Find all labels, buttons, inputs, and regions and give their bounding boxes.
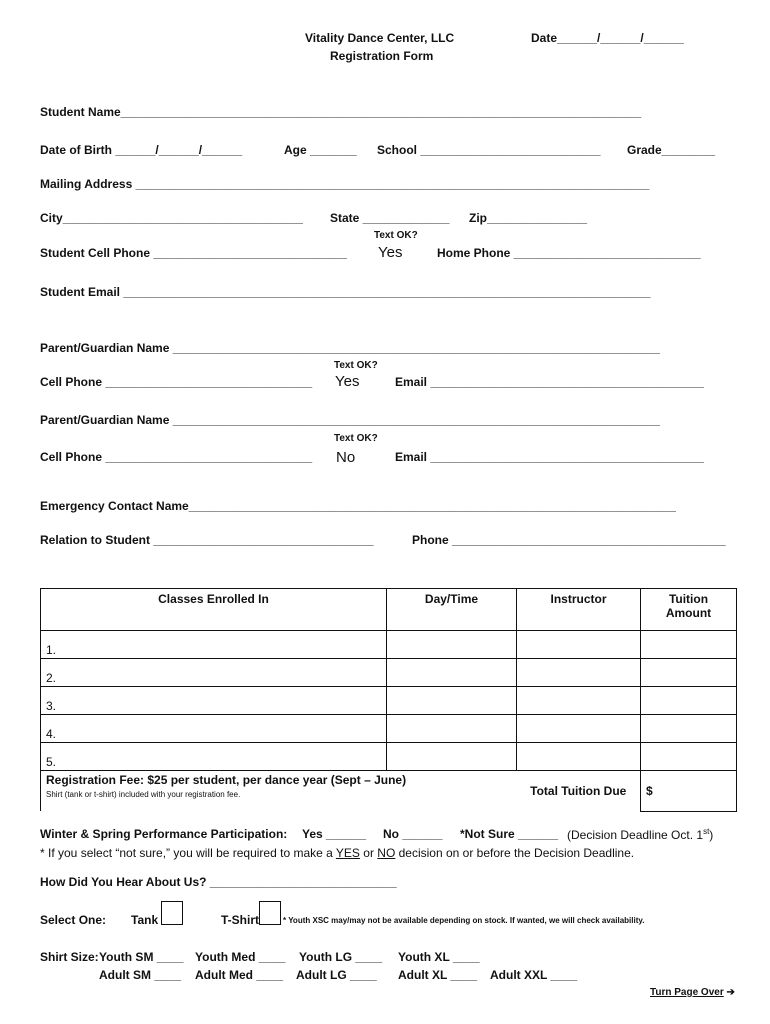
note-or: or	[359, 846, 378, 860]
guardian2-cell-field[interactable]: Cell Phone _______________________________	[40, 450, 313, 464]
shirt-note: Shirt (tank or t-shirt) included with your registration fee.	[46, 790, 241, 799]
deadline-end: )	[709, 828, 714, 842]
zip-field[interactable]: Zip_______________	[469, 211, 588, 225]
student-name-field[interactable]: Student Name______________________________________________________________________________	[40, 105, 642, 119]
total-tuition-value[interactable]	[641, 771, 737, 812]
note-no: NO	[377, 846, 396, 860]
select-one-label: Select One:	[40, 913, 107, 927]
student-cell-field[interactable]: Student Cell Phone _____________________________	[40, 246, 347, 260]
class-cell[interactable]: 4.	[41, 715, 387, 743]
tshirt-checkbox[interactable]	[259, 901, 281, 925]
performance-yes-field[interactable]: Yes ______	[302, 827, 367, 841]
table-row[interactable]	[41, 743, 737, 771]
registration-fee-label: Registration Fee: $25 per student, per dance year (Sept – June)	[46, 773, 407, 787]
performance-no-field[interactable]: No ______	[383, 827, 443, 841]
tank-checkbox[interactable]	[161, 901, 183, 925]
emergency-contact-field[interactable]: Emergency Contact Name_________________________________________________________________________	[40, 499, 676, 513]
daytime-cell[interactable]	[387, 743, 517, 771]
school-field[interactable]: School ___________________________	[377, 143, 601, 157]
daytime-cell[interactable]	[387, 659, 517, 687]
instructor-cell[interactable]	[517, 631, 641, 659]
table-row[interactable]	[41, 659, 737, 687]
guardian1-text-ok-value[interactable]: Yes	[335, 373, 360, 390]
adult-med-field[interactable]: Adult Med ____	[195, 968, 284, 982]
adult-xl-field[interactable]: Adult XL ____	[398, 968, 478, 982]
student-email-field[interactable]: Student Email _______________________________________________________________________________	[40, 285, 651, 299]
home-phone-field[interactable]: Home Phone ____________________________	[437, 246, 701, 260]
tank-label: Tank	[131, 913, 159, 927]
daytime-cell[interactable]	[387, 715, 517, 743]
daytime-cell[interactable]	[387, 687, 517, 715]
note-end: decision on or before the Decision Deadline.	[395, 846, 635, 860]
tuition-cell[interactable]	[641, 631, 737, 659]
instructor-cell[interactable]	[517, 659, 641, 687]
instructor-cell[interactable]	[517, 687, 641, 715]
header-classes: Classes Enrolled In	[41, 589, 387, 631]
emergency-phone-field[interactable]: Phone _________________________________________	[412, 533, 726, 547]
tuition-cell[interactable]	[641, 743, 737, 771]
hear-about-field[interactable]: How Did You Hear About Us? ____________________________	[40, 875, 397, 889]
city-field[interactable]: City____________________________________	[40, 211, 303, 225]
table-row[interactable]	[41, 715, 737, 743]
youth-sm-field[interactable]: Youth SM ____	[99, 950, 184, 964]
tuition-cell[interactable]	[641, 715, 737, 743]
tuition-cell[interactable]	[641, 659, 737, 687]
note-start: * If you select “not sure,” you will be required to make a	[40, 846, 336, 860]
adult-sm-field[interactable]: Adult SM ____	[99, 968, 182, 982]
dollar-sign: $	[646, 783, 653, 798]
guardian2-email-field[interactable]: Email _________________________________________	[395, 450, 704, 464]
youth-med-field[interactable]: Youth Med ____	[195, 950, 286, 964]
company-name: Vitality Dance Center, LLC	[305, 31, 455, 45]
guardian2-name-field[interactable]: Parent/Guardian Name _________________________________________________________________________	[40, 413, 660, 427]
performance-label: Winter & Spring Performance Participation:	[40, 827, 288, 841]
header-instructor: Instructor	[517, 589, 641, 631]
guardian1-cell-field[interactable]: Cell Phone _______________________________	[40, 375, 313, 389]
registration-fee-cell	[41, 771, 517, 812]
form-title: Registration Form	[330, 49, 434, 63]
turn-page-over	[650, 987, 735, 998]
header-day-time: Day/Time	[387, 589, 517, 631]
dob-field[interactable]: Date of Birth ______/______/______	[40, 143, 243, 157]
youth-xsc-note: * Youth XSC may/may not be available depending on stock. If wanted, we will check availability.	[283, 916, 645, 925]
total-tuition-text: Total Tuition Due	[530, 784, 627, 798]
class-cell[interactable]: 3.	[41, 687, 387, 715]
classes-table	[40, 588, 737, 812]
shirt-size-label: Shirt Size:	[40, 950, 99, 964]
table-row[interactable]	[41, 687, 737, 715]
grade-field[interactable]: Grade________	[627, 143, 716, 157]
guardian2-text-ok-value[interactable]: No	[336, 449, 356, 466]
deadline-sup: st	[703, 827, 710, 836]
performance-not-sure-field[interactable]: *Not Sure ______	[460, 827, 559, 841]
adult-xxl-field[interactable]: Adult XXL ____	[490, 968, 578, 982]
daytime-cell[interactable]	[387, 631, 517, 659]
date-field[interactable]: Date______/______/______	[531, 31, 684, 45]
student-text-ok-label: Text OK?	[374, 230, 418, 241]
total-tuition-label	[517, 771, 641, 812]
adult-lg-field[interactable]: Adult LG ____	[296, 968, 377, 982]
guardian1-email-field[interactable]: Email _________________________________________	[395, 375, 704, 389]
decision-deadline	[567, 827, 713, 842]
mailing-address-field[interactable]: Mailing Address _____________________________________________________________________________	[40, 177, 650, 191]
class-cell[interactable]: 2.	[41, 659, 387, 687]
student-text-ok-value[interactable]: Yes	[378, 244, 403, 261]
tuition-cell[interactable]	[641, 687, 737, 715]
table-header-row	[41, 589, 737, 631]
fee-row	[41, 771, 737, 812]
youth-lg-field[interactable]: Youth LG ____	[299, 950, 383, 964]
deadline-text: (Decision Deadline Oct. 1	[567, 828, 704, 842]
guardian2-text-ok-label: Text OK?	[334, 433, 378, 444]
guardian1-text-ok-label: Text OK?	[334, 360, 378, 371]
age-field[interactable]: Age _______	[284, 143, 357, 157]
class-cell[interactable]: 5.	[41, 743, 387, 771]
state-field[interactable]: State _____________	[330, 211, 450, 225]
not-sure-note	[40, 846, 634, 860]
guardian1-name-field[interactable]: Parent/Guardian Name _________________________________________________________________________	[40, 341, 660, 355]
class-cell[interactable]: 1.	[41, 631, 387, 659]
arrow-right-icon: ➔	[726, 987, 735, 998]
header-tuition: Tuition Amount	[641, 589, 737, 631]
instructor-cell[interactable]	[517, 743, 641, 771]
note-yes: YES	[335, 846, 360, 860]
relation-field[interactable]: Relation to Student _________________________________	[40, 533, 374, 547]
table-row[interactable]	[41, 631, 737, 659]
instructor-cell[interactable]	[517, 715, 641, 743]
tshirt-label: T-Shirt	[221, 913, 259, 927]
youth-xl-field[interactable]: Youth XL ____	[398, 950, 480, 964]
turn-page-text: Turn Page Over	[650, 987, 724, 998]
